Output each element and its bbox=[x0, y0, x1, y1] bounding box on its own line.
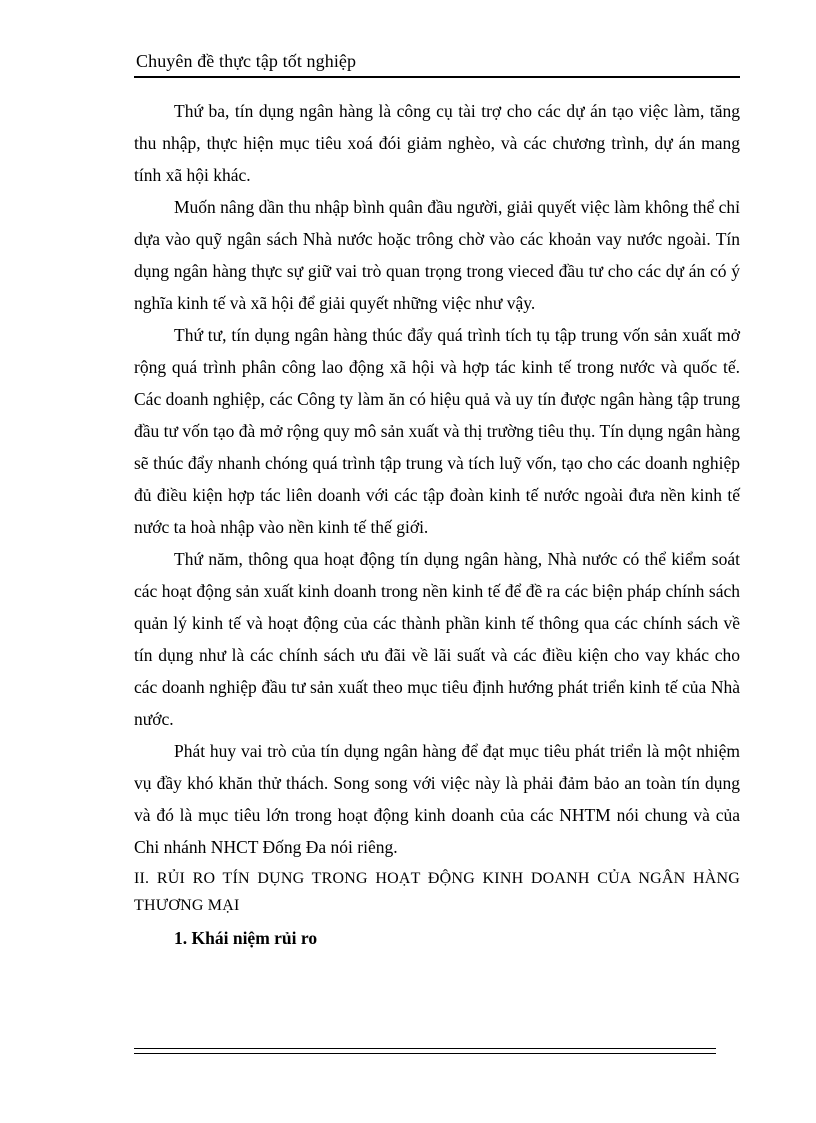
paragraph-3: Thứ tư, tín dụng ngân hàng thúc đẩy quá trình tích tụ tập trung vốn sản xuất mở rộng quá trình phân công lao động xã hội và hợp tác kinh tế trong nước và quốc tế. Các doanh nghiệp, các Công ty làm ăn có hiệu quả và uy tín được ngân hàng tập trung đầu tư vốn tạo đà mở rộng quy mô sản xuất và thị trường tiêu thụ. Tín dụng ngân hàng sẽ thúc đẩy nhanh chóng quá trình tập trung và tích luỹ vốn, tạo cho các doanh nghiệp đủ điều kiện hợp tác liên doanh với các tập đoàn kinh tế nước ngoài đưa nền kinh tế nước ta hoà nhập vào nền kinh tế thế giới. bbox=[134, 325, 740, 537]
paragraph-4: Thứ năm, thông qua hoạt động tín dụng ngân hàng, Nhà nước có thể kiểm soát các hoạt động sản xuất kinh doanh trong nền kinh tế để đề ra các biện pháp chính sách quản lý kinh tế và hoạt động của các thành phần kinh tế thông qua các chính sách về tín dụng như là các chính sách ưu đãi về lãi suất và các điều kiện cho vay khác cho các doanh nghiệp đầu tư sản xuất theo mục tiêu định hướng phát triển kinh tế của Nhà nước. bbox=[134, 549, 740, 729]
document-body bbox=[134, 95, 740, 953]
sub-heading: 1. Khái niệm rủi ro bbox=[174, 928, 318, 948]
paragraph-2: Muốn nâng dần thu nhập bình quân đầu người, giải quyết việc làm không thể chỉ dựa vào quỹ ngân sách Nhà nước hoặc trông chờ vào các khoản vay nước ngoài. Tín dụng ngân hàng thực sự giữ vai trò quan trọng trong vieced đầu tư cho các dự án có ý nghĩa kinh tế và xã hội để giải quyết những việc như vậy. bbox=[134, 197, 740, 313]
paragraph-1: Thứ ba, tín dụng ngân hàng là công cụ tài trợ cho các dự án tạo việc làm, tăng thu nhập, thực hiện mục tiêu xoá đói giảm nghèo, và các chương trình, dự án mang tính xã hội khác. bbox=[134, 101, 740, 185]
header-title: Chuyên đề thực tập tốt nghiệp bbox=[136, 51, 357, 71]
footer-double-rule bbox=[134, 1048, 716, 1054]
paragraph-5: Phát huy vai trò của tín dụng ngân hàng để đạt mục tiêu phát triển là một nhiệm vụ đầy khó khăn thử thách. Song song với việc này là phải đảm bảo an toàn tín dụng và đó là mục tiêu lớn trong hoạt động kinh doanh của các NHTM nói chung và của Chi nhánh NHCT Đống Đa nói riêng. bbox=[134, 741, 740, 857]
section-heading: II. RỦI RO TÍN DỤNG TRONG HOẠT ĐỘNG KINH DOANH CỦA NGÂN HÀNG THƯƠNG MẠI bbox=[134, 870, 740, 914]
page-header bbox=[134, 50, 740, 78]
